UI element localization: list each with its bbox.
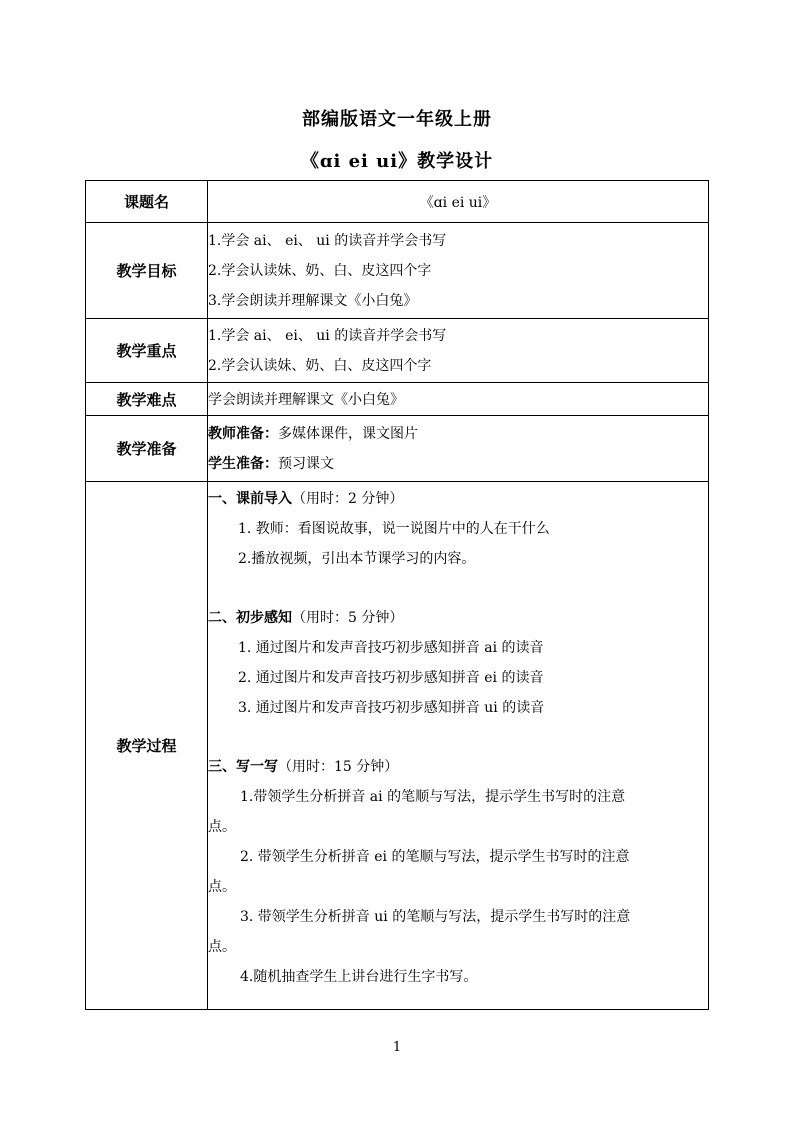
page-number: 1 [392,1040,402,1055]
goal-item: 1.学会 ai、 ei、 ui 的读音并学会书写 [208,232,447,249]
section-3-heading [208,752,708,782]
student-prep-value: 预习课文 [278,455,334,472]
table-row-difficulty [86,383,709,416]
process-item: 1. 通过图片和发声音技巧初步感知拼音 ai 的读音 [238,640,544,656]
process-item-wrap: 点。 [208,939,236,955]
section-1-time: （用时：2 分钟） [292,491,404,507]
process-item: 1. 教师：看图说故事，说一说图片中的人在干什么 [238,521,550,537]
section-2-title: 二、初步感知 [208,610,292,626]
topic-label: 课题名 [86,181,208,223]
process-content [208,482,709,1010]
section-2-heading [208,603,708,633]
process-label: 教学过程 [86,482,208,1010]
table-row-topic [86,181,709,223]
table-row-prep [86,416,709,482]
section-3-title: 三、写一写 [208,759,278,775]
goal-item: 3.学会朗读并理解课文《小白兔》 [208,292,418,309]
prep-content [208,416,709,482]
section-1-title: 一、课前导入 [208,491,292,507]
focus-item: 2.学会认读妹、奶、白、皮这四个字 [208,357,432,374]
teacher-prep-value: 多媒体课件，课文图片 [278,425,418,442]
goals-label: 教学目标 [86,223,208,319]
section-3-time: （用时：15 分钟） [278,759,399,775]
prep-label: 教学准备 [86,416,208,482]
difficulty-value: 学会朗读并理解课文《小白兔》 [208,383,709,416]
lesson-plan-table [85,180,709,1010]
process-item: 2.播放视频，引出本节课学习的内容。 [238,551,476,567]
section-1-heading [208,484,708,514]
topic-value: 《ɑi ei ui》 [208,181,709,223]
goal-item: 2.学会认读妹、奶、白、皮这四个字 [208,262,432,279]
teacher-prep [208,419,708,449]
process-item: 1.带领学生分析拼音 ai 的笔顺与写法，提示学生书写时的注意 [240,789,626,805]
process-item: 3. 通过图片和发声音技巧初步感知拼音 ui 的读音 [238,700,545,716]
student-prep-label: 学生准备： [208,455,278,472]
document-title: 部编版语文一年级上册 [302,109,492,130]
student-prep [208,449,708,479]
document-subtitle: 《ɑi ei ui》教学设计 [300,151,494,172]
process-item: 3. 带领学生分析拼音 ui 的笔顺与写法，提示学生书写时的注意 [240,909,631,925]
process-item-wrap: 点。 [208,879,236,895]
section-2-time: （用时：5 分钟） [292,610,404,626]
focus-content [208,319,709,383]
difficulty-label: 教学难点 [86,383,208,416]
focus-item: 1.学会 ai、 ei、 ui 的读音并学会书写 [208,327,447,344]
table-row-goals [86,223,709,319]
table-row-process [86,482,709,1010]
table-row-focus [86,319,709,383]
goals-content [208,223,709,319]
teacher-prep-label: 教师准备： [208,425,278,442]
process-item-wrap: 点。 [208,819,236,835]
process-item: 4.随机抽查学生上讲台进行生字书写。 [240,969,478,985]
process-item: 2. 通过图片和发声音技巧初步感知拼音 ei 的读音 [238,670,544,686]
focus-label: 教学重点 [86,319,208,383]
process-item: 2. 带领学生分析拼音 ei 的笔顺与写法，提示学生书写时的注意 [240,849,630,865]
